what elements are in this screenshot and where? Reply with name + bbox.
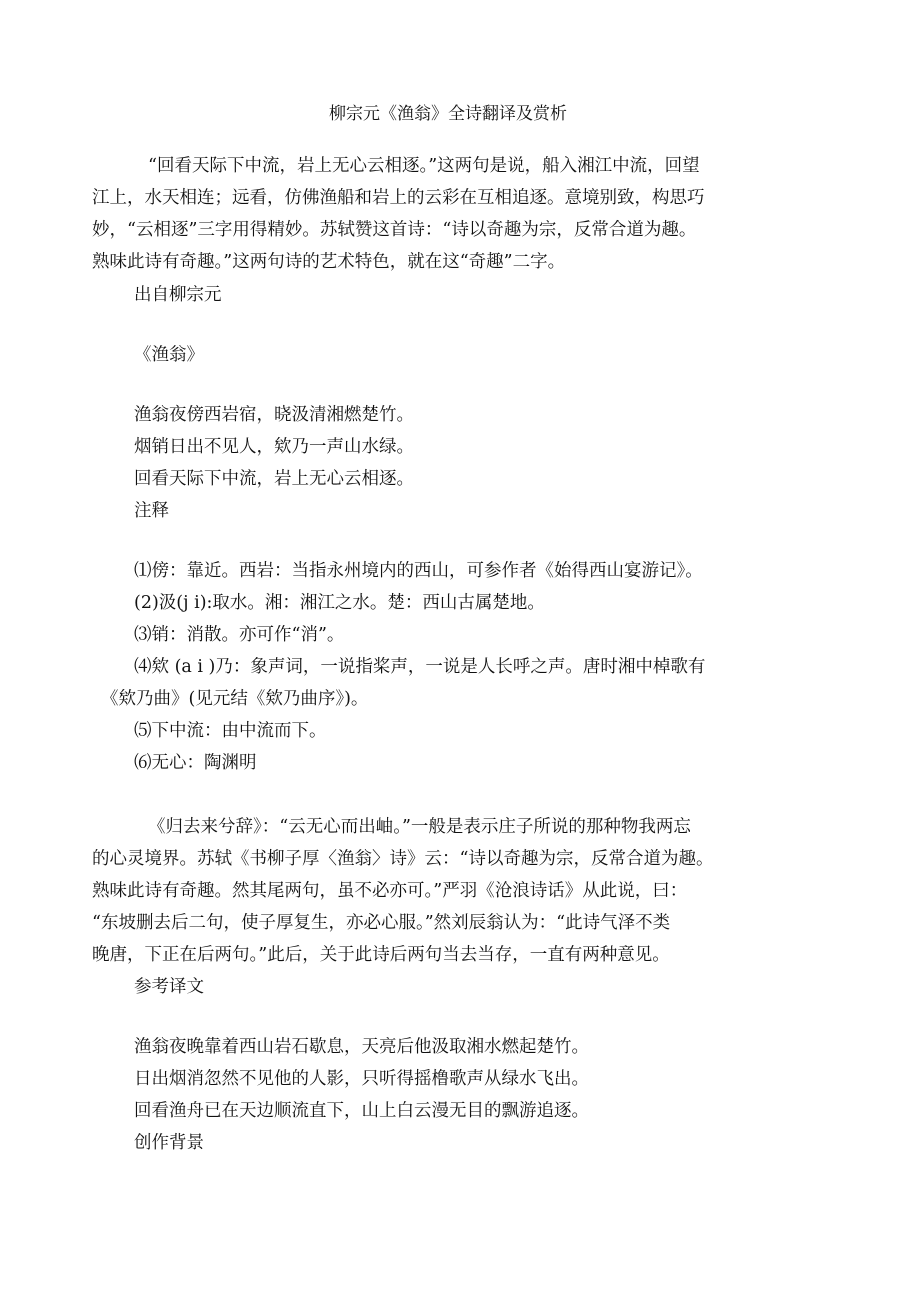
note-item: ⑶销：消散。亦可作“消”。 — [134, 625, 345, 645]
note-item: (2)汲(j i):取水。湘：湘江之水。楚：西山古属楚地。 — [134, 593, 545, 613]
background-heading: 创作背景 — [134, 1133, 204, 1153]
translation-line: 日出烟消忽然不见他的人影，只听得摇橹歌声从绿水飞出。 — [134, 1069, 589, 1089]
poem-line: 烟销日出不见人，欸乃一声山水绿。 — [134, 437, 414, 457]
note-item: ⑹无心：陶渊明 — [134, 753, 257, 773]
commentary-line: “东坡删去后二句，使子厚复生，亦必心服。”然刘辰翁认为：“此诗气泽不类 — [92, 913, 671, 933]
commentary-line: 晚唐，下正在后两句。”此后，关于此诗后两句当去当存，一直有两种意见。 — [92, 945, 670, 965]
notes-heading: 注释 — [134, 501, 169, 521]
translation-line: 回看渔舟已在天边顺流直下，山上白云漫无目的飘游追逐。 — [134, 1101, 589, 1121]
poem-title: 《渔翁》 — [134, 345, 204, 365]
note-item: ⑷欸 (a i )乃：象声词，一说指桨声，一说是人长呼之声。唐时湘中棹歌有 — [134, 657, 706, 677]
intro-line: 妙，“云相逐”三字用得精妙。苏轼赞这首诗：“诗以奇趣为宗，反常合道为趣。 — [92, 220, 697, 240]
translation-heading: 参考译文 — [134, 977, 204, 997]
intro-line: 熟味此诗有奇趣。”这两句诗的艺术特色，就在这“奇趣”二字。 — [92, 252, 566, 272]
source-label: 出自柳宗元 — [134, 285, 222, 305]
note-item: ⑴傍：靠近。西岩：当指永州境内的西山，可参作者《始得西山宴游记》。 — [134, 561, 703, 581]
translation-line: 渔翁夜晚靠着西山岩石歇息，天亮后他汲取湘水燃起楚竹。 — [134, 1037, 589, 1057]
note-item: 《欸乃曲》(见元结《欸乃曲序》)。 — [101, 689, 369, 709]
document-title: 柳宗元《渔翁》全诗翻译及赏析 — [329, 104, 567, 124]
intro-line: “回看天际下中流，岩上无心云相逐。”这两句是说，船入湘江中流，回望 — [148, 156, 700, 176]
note-item: ⑸下中流：由中流而下。 — [134, 721, 327, 741]
poem-line: 回看天际下中流，岩上无心云相逐。 — [134, 469, 414, 489]
intro-line: 江上，水天相连；远看，仿佛渔船和岩上的云彩在互相追逐。意境别致，构思巧 — [92, 188, 705, 208]
commentary-line: 的心灵境界。苏轼《书柳子厚〈渔翁〉诗》云：“诗以奇趣为宗，反常合道为趣。 — [92, 849, 714, 869]
commentary-line: 《归去来兮辞》：“云无心而出岫。”一般是表示庄子所说的那种物我两忘 — [148, 817, 691, 837]
commentary-line: 熟味此诗有奇趣。然其尾两句，虽不必亦可。”严羽《沧浪诗话》从此说，曰： — [92, 881, 688, 901]
poem-line: 渔翁夜傍西岩宿，晓汲清湘燃楚竹。 — [134, 405, 414, 425]
